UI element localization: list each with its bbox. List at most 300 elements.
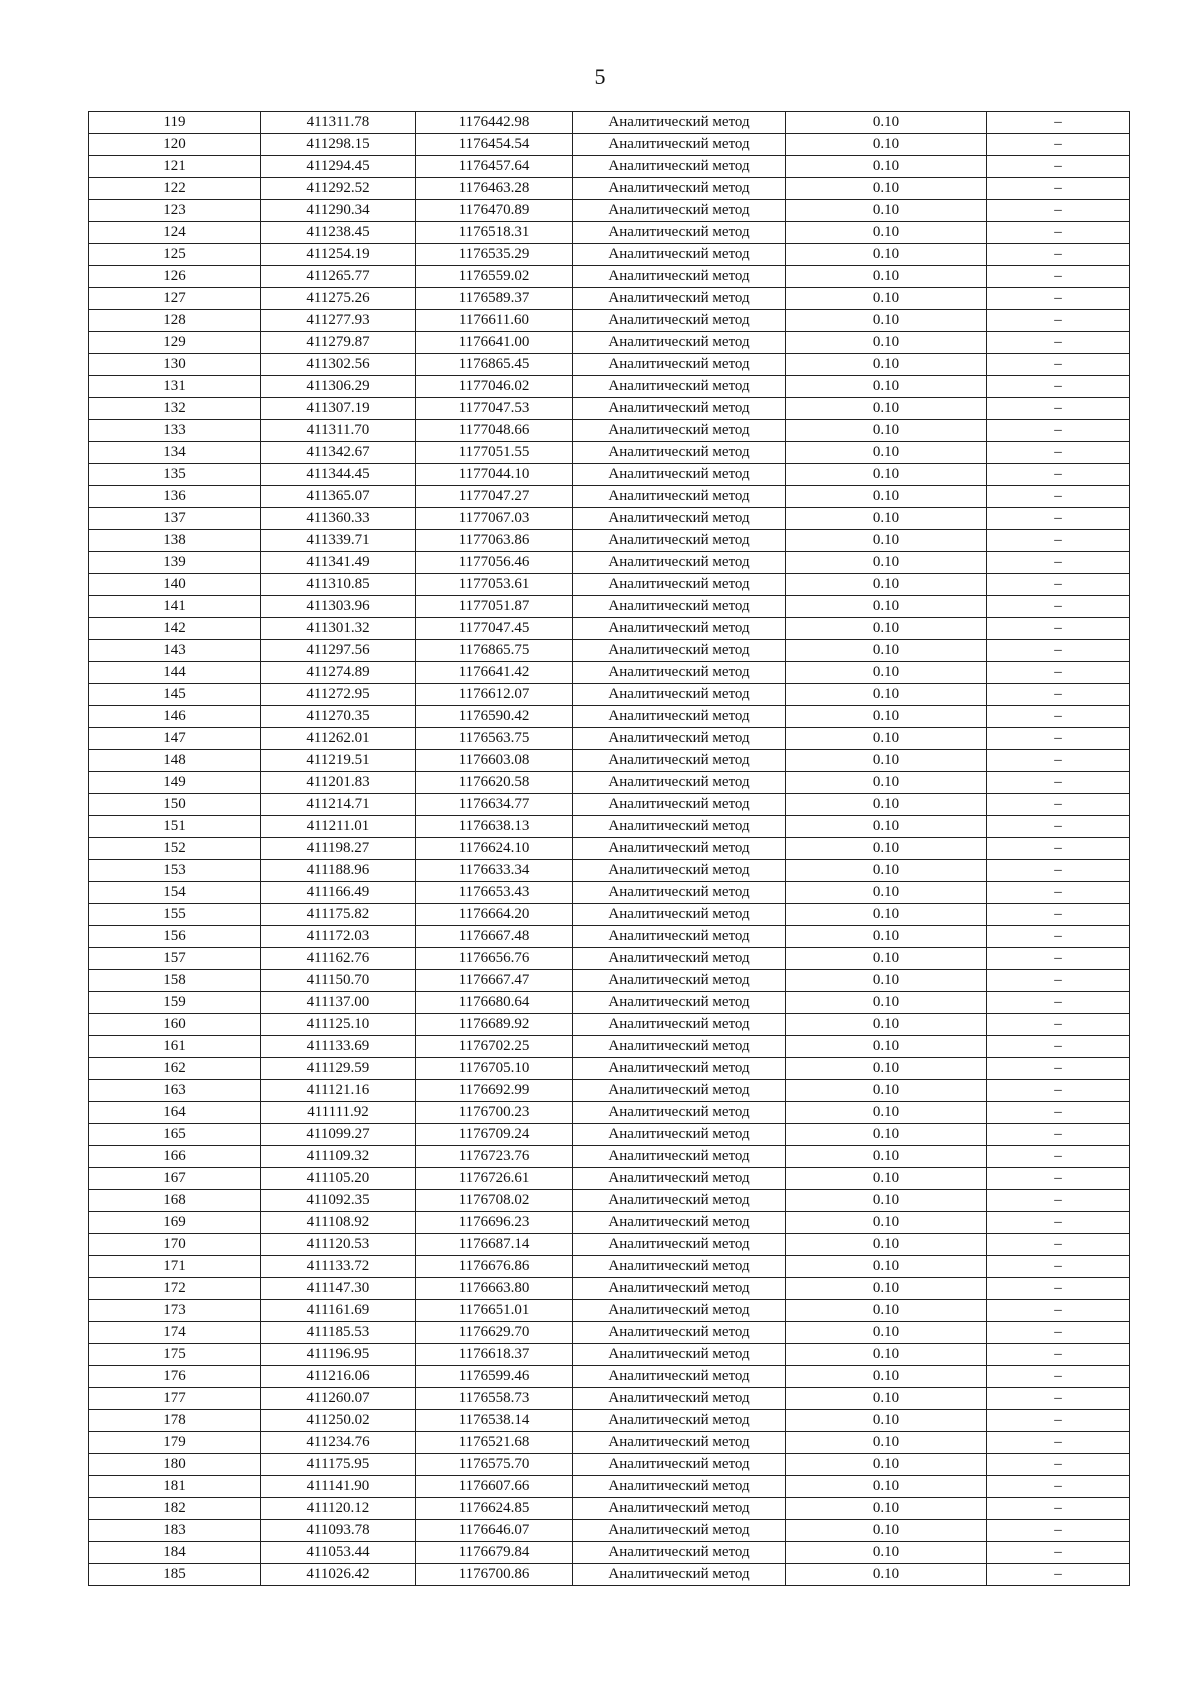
x-coordinate-cell: 411111.92 [261,1102,416,1124]
accuracy-cell: 0.10 [786,486,987,508]
x-coordinate-cell: 411108.92 [261,1212,416,1234]
method-cell: Аналитический метод [573,222,786,244]
x-coordinate-cell: 411262.01 [261,728,416,750]
method-cell: Аналитический метод [573,882,786,904]
x-coordinate-cell: 411099.27 [261,1124,416,1146]
method-cell: Аналитический метод [573,1432,786,1454]
y-coordinate-cell: 1176663.80 [416,1278,573,1300]
page-number: 5 [594,64,606,89]
table-row [89,486,1130,508]
point-number-cell: 163 [89,1080,261,1102]
point-number-cell: 167 [89,1168,261,1190]
accuracy-cell: 0.10 [786,640,987,662]
point-number-cell: 165 [89,1124,261,1146]
description-cell: – [987,882,1130,904]
method-cell: Аналитический метод [573,200,786,222]
description-cell: – [987,794,1130,816]
x-coordinate-cell: 411133.69 [261,1036,416,1058]
point-number-cell: 145 [89,684,261,706]
x-coordinate-cell: 411303.96 [261,596,416,618]
table-row [89,904,1130,926]
description-cell: – [987,332,1130,354]
method-cell: Аналитический метод [573,618,786,640]
table-row [89,1256,1130,1278]
x-coordinate-cell: 411120.53 [261,1234,416,1256]
x-coordinate-cell: 411254.19 [261,244,416,266]
table-row [89,926,1130,948]
accuracy-cell: 0.10 [786,1168,987,1190]
table-row [89,200,1130,222]
x-coordinate-cell: 411175.82 [261,904,416,926]
table-row [89,992,1130,1014]
accuracy-cell: 0.10 [786,530,987,552]
point-number-cell: 175 [89,1344,261,1366]
y-coordinate-cell: 1176687.14 [416,1234,573,1256]
accuracy-cell: 0.10 [786,1476,987,1498]
accuracy-cell: 0.10 [786,1036,987,1058]
x-coordinate-cell: 411311.70 [261,420,416,442]
method-cell: Аналитический метод [573,552,786,574]
description-cell: – [987,1432,1130,1454]
description-cell: – [987,948,1130,970]
accuracy-cell: 0.10 [786,1542,987,1564]
accuracy-cell: 0.10 [786,948,987,970]
accuracy-cell: 0.10 [786,794,987,816]
point-number-cell: 182 [89,1498,261,1520]
point-number-cell: 177 [89,1388,261,1410]
description-cell: – [987,486,1130,508]
point-number-cell: 164 [89,1102,261,1124]
accuracy-cell: 0.10 [786,200,987,222]
y-coordinate-cell: 1176535.29 [416,244,573,266]
method-cell: Аналитический метод [573,1146,786,1168]
accuracy-cell: 0.10 [786,552,987,574]
description-cell: – [987,1520,1130,1542]
accuracy-cell: 0.10 [786,596,987,618]
description-cell: – [987,376,1130,398]
y-coordinate-cell: 1176611.60 [416,310,573,332]
point-number-cell: 178 [89,1410,261,1432]
accuracy-cell: 0.10 [786,332,987,354]
description-cell: – [987,1366,1130,1388]
description-cell: – [987,596,1130,618]
method-cell: Аналитический метод [573,1102,786,1124]
method-cell: Аналитический метод [573,1058,786,1080]
point-number-cell: 136 [89,486,261,508]
y-coordinate-cell: 1176563.75 [416,728,573,750]
y-coordinate-cell: 1176633.34 [416,860,573,882]
accuracy-cell: 0.10 [786,1300,987,1322]
accuracy-cell: 0.10 [786,1388,987,1410]
y-coordinate-cell: 1176680.64 [416,992,573,1014]
y-coordinate-cell: 1176470.89 [416,200,573,222]
x-coordinate-cell: 411275.26 [261,288,416,310]
y-coordinate-cell: 1177063.86 [416,530,573,552]
table-row [89,1146,1130,1168]
x-coordinate-cell: 411141.90 [261,1476,416,1498]
table-row [89,574,1130,596]
method-cell: Аналитический метод [573,1322,786,1344]
accuracy-cell: 0.10 [786,1520,987,1542]
method-cell: Аналитический метод [573,1014,786,1036]
y-coordinate-cell: 1177046.02 [416,376,573,398]
method-cell: Аналитический метод [573,970,786,992]
point-number-cell: 131 [89,376,261,398]
table-row [89,1432,1130,1454]
x-coordinate-cell: 411214.71 [261,794,416,816]
table-row [89,1344,1130,1366]
x-coordinate-cell: 411270.35 [261,706,416,728]
accuracy-cell: 0.10 [786,970,987,992]
description-cell: – [987,266,1130,288]
x-coordinate-cell: 411265.77 [261,266,416,288]
description-cell: – [987,728,1130,750]
point-number-cell: 120 [89,134,261,156]
method-cell: Аналитический метод [573,1036,786,1058]
method-cell: Аналитический метод [573,354,786,376]
method-cell: Аналитический метод [573,926,786,948]
x-coordinate-cell: 411196.95 [261,1344,416,1366]
table-row [89,376,1130,398]
point-number-cell: 139 [89,552,261,574]
method-cell: Аналитический метод [573,1124,786,1146]
method-cell: Аналитический метод [573,508,786,530]
method-cell: Аналитический метод [573,684,786,706]
description-cell: – [987,750,1130,772]
accuracy-cell: 0.10 [786,1278,987,1300]
x-coordinate-cell: 411129.59 [261,1058,416,1080]
accuracy-cell: 0.10 [786,1080,987,1102]
method-cell: Аналитический метод [573,112,786,134]
point-number-cell: 158 [89,970,261,992]
y-coordinate-cell: 1177048.66 [416,420,573,442]
y-coordinate-cell: 1176651.01 [416,1300,573,1322]
point-number-cell: 128 [89,310,261,332]
y-coordinate-cell: 1176624.10 [416,838,573,860]
table-row [89,464,1130,486]
y-coordinate-cell: 1176629.70 [416,1322,573,1344]
accuracy-cell: 0.10 [786,1498,987,1520]
accuracy-cell: 0.10 [786,1454,987,1476]
description-cell: – [987,970,1130,992]
point-number-cell: 129 [89,332,261,354]
table-row [89,1058,1130,1080]
x-coordinate-cell: 411216.06 [261,1366,416,1388]
point-number-cell: 132 [89,398,261,420]
point-number-cell: 142 [89,618,261,640]
point-number-cell: 134 [89,442,261,464]
accuracy-cell: 0.10 [786,1366,987,1388]
method-cell: Аналитический метод [573,1234,786,1256]
x-coordinate-cell: 411292.52 [261,178,416,200]
table-row [89,1388,1130,1410]
table-row [89,772,1130,794]
method-cell: Аналитический метод [573,1454,786,1476]
description-cell: – [987,134,1130,156]
description-cell: – [987,1322,1130,1344]
point-number-cell: 122 [89,178,261,200]
point-number-cell: 152 [89,838,261,860]
accuracy-cell: 0.10 [786,112,987,134]
x-coordinate-cell: 411310.85 [261,574,416,596]
table-row [89,310,1130,332]
x-coordinate-cell: 411121.16 [261,1080,416,1102]
method-cell: Аналитический метод [573,288,786,310]
table-row [89,970,1130,992]
point-number-cell: 151 [89,816,261,838]
description-cell: – [987,244,1130,266]
table-row [89,1278,1130,1300]
accuracy-cell: 0.10 [786,222,987,244]
table-row [89,1300,1130,1322]
x-coordinate-cell: 411125.10 [261,1014,416,1036]
accuracy-cell: 0.10 [786,288,987,310]
y-coordinate-cell: 1177044.10 [416,464,573,486]
x-coordinate-cell: 411150.70 [261,970,416,992]
table-row [89,860,1130,882]
description-cell: – [987,310,1130,332]
accuracy-cell: 0.10 [786,838,987,860]
point-number-cell: 121 [89,156,261,178]
method-cell: Аналитический метод [573,948,786,970]
point-number-cell: 170 [89,1234,261,1256]
description-cell: – [987,574,1130,596]
accuracy-cell: 0.10 [786,684,987,706]
point-number-cell: 171 [89,1256,261,1278]
accuracy-cell: 0.10 [786,574,987,596]
accuracy-cell: 0.10 [786,926,987,948]
accuracy-cell: 0.10 [786,134,987,156]
table-row [89,156,1130,178]
point-number-cell: 183 [89,1520,261,1542]
y-coordinate-cell: 1177053.61 [416,574,573,596]
table-row [89,442,1130,464]
table-row [89,134,1130,156]
point-number-cell: 150 [89,794,261,816]
y-coordinate-cell: 1176518.31 [416,222,573,244]
y-coordinate-cell: 1176726.61 [416,1168,573,1190]
point-number-cell: 168 [89,1190,261,1212]
description-cell: – [987,1498,1130,1520]
description-cell: – [987,508,1130,530]
description-cell: – [987,1300,1130,1322]
point-number-cell: 159 [89,992,261,1014]
table-row [89,1102,1130,1124]
y-coordinate-cell: 1176463.28 [416,178,573,200]
accuracy-cell: 0.10 [786,354,987,376]
accuracy-cell: 0.10 [786,1410,987,1432]
x-coordinate-cell: 411339.71 [261,530,416,552]
description-cell: – [987,706,1130,728]
table-row [89,178,1130,200]
method-cell: Аналитический метод [573,134,786,156]
method-cell: Аналитический метод [573,1564,786,1586]
method-cell: Аналитический метод [573,904,786,926]
table-row [89,684,1130,706]
description-cell: – [987,816,1130,838]
description-cell: – [987,992,1130,1014]
y-coordinate-cell: 1176692.99 [416,1080,573,1102]
x-coordinate-cell: 411166.49 [261,882,416,904]
x-coordinate-cell: 411344.45 [261,464,416,486]
description-cell: – [987,552,1130,574]
y-coordinate-cell: 1176676.86 [416,1256,573,1278]
description-cell: – [987,112,1130,134]
x-coordinate-cell: 411297.56 [261,640,416,662]
x-coordinate-cell: 411147.30 [261,1278,416,1300]
table-row [89,1410,1130,1432]
description-cell: – [987,464,1130,486]
table-row [89,354,1130,376]
y-coordinate-cell: 1176634.77 [416,794,573,816]
method-cell: Аналитический метод [573,1498,786,1520]
y-coordinate-cell: 1176599.46 [416,1366,573,1388]
method-cell: Аналитический метод [573,596,786,618]
point-number-cell: 126 [89,266,261,288]
method-cell: Аналитический метод [573,838,786,860]
method-cell: Аналитический метод [573,420,786,442]
description-cell: – [987,1212,1130,1234]
method-cell: Аналитический метод [573,1410,786,1432]
coordinates-table-body [89,112,1130,1586]
table-row [89,1234,1130,1256]
y-coordinate-cell: 1176590.42 [416,706,573,728]
accuracy-cell: 0.10 [786,618,987,640]
method-cell: Аналитический метод [573,376,786,398]
method-cell: Аналитический метод [573,1542,786,1564]
coordinates-table [88,111,1130,1586]
point-number-cell: 161 [89,1036,261,1058]
method-cell: Аналитический метод [573,1080,786,1102]
accuracy-cell: 0.10 [786,1212,987,1234]
point-number-cell: 180 [89,1454,261,1476]
description-cell: – [987,1058,1130,1080]
method-cell: Аналитический метод [573,816,786,838]
point-number-cell: 140 [89,574,261,596]
description-cell: – [987,1564,1130,1586]
description-cell: – [987,1388,1130,1410]
method-cell: Аналитический метод [573,178,786,200]
x-coordinate-cell: 411342.67 [261,442,416,464]
y-coordinate-cell: 1176702.25 [416,1036,573,1058]
method-cell: Аналитический метод [573,992,786,1014]
y-coordinate-cell: 1177067.03 [416,508,573,530]
table-row [89,838,1130,860]
table-row [89,816,1130,838]
table-row [89,552,1130,574]
method-cell: Аналитический метод [573,772,786,794]
description-cell: – [987,1102,1130,1124]
accuracy-cell: 0.10 [786,1146,987,1168]
x-coordinate-cell: 411185.53 [261,1322,416,1344]
table-row [89,1190,1130,1212]
x-coordinate-cell: 411162.76 [261,948,416,970]
y-coordinate-cell: 1176865.75 [416,640,573,662]
accuracy-cell: 0.10 [786,178,987,200]
x-coordinate-cell: 411365.07 [261,486,416,508]
y-coordinate-cell: 1176538.14 [416,1410,573,1432]
point-number-cell: 135 [89,464,261,486]
accuracy-cell: 0.10 [786,662,987,684]
accuracy-cell: 0.10 [786,376,987,398]
x-coordinate-cell: 411133.72 [261,1256,416,1278]
y-coordinate-cell: 1176653.43 [416,882,573,904]
description-cell: – [987,1124,1130,1146]
table-row [89,332,1130,354]
point-number-cell: 181 [89,1476,261,1498]
point-number-cell: 146 [89,706,261,728]
accuracy-cell: 0.10 [786,310,987,332]
accuracy-cell: 0.10 [786,1432,987,1454]
table-row [89,1080,1130,1102]
y-coordinate-cell: 1176624.85 [416,1498,573,1520]
y-coordinate-cell: 1176700.86 [416,1564,573,1586]
description-cell: – [987,926,1130,948]
y-coordinate-cell: 1177056.46 [416,552,573,574]
accuracy-cell: 0.10 [786,1058,987,1080]
point-number-cell: 185 [89,1564,261,1586]
description-cell: – [987,860,1130,882]
table-row [89,1168,1130,1190]
description-cell: – [987,1234,1130,1256]
accuracy-cell: 0.10 [786,904,987,926]
point-number-cell: 155 [89,904,261,926]
y-coordinate-cell: 1177047.53 [416,398,573,420]
x-coordinate-cell: 411161.69 [261,1300,416,1322]
y-coordinate-cell: 1176620.58 [416,772,573,794]
method-cell: Аналитический метод [573,1190,786,1212]
method-cell: Аналитический метод [573,794,786,816]
y-coordinate-cell: 1177051.55 [416,442,573,464]
description-cell: – [987,618,1130,640]
table-row [89,1366,1130,1388]
y-coordinate-cell: 1176559.02 [416,266,573,288]
table-row [89,508,1130,530]
description-cell: – [987,1454,1130,1476]
description-cell: – [987,354,1130,376]
point-number-cell: 173 [89,1300,261,1322]
method-cell: Аналитический метод [573,244,786,266]
table-row [89,948,1130,970]
point-number-cell: 162 [89,1058,261,1080]
point-number-cell: 138 [89,530,261,552]
description-cell: – [987,398,1130,420]
table-row [89,1476,1130,1498]
table-row [89,420,1130,442]
accuracy-cell: 0.10 [786,244,987,266]
y-coordinate-cell: 1176638.13 [416,816,573,838]
y-coordinate-cell: 1176589.37 [416,288,573,310]
point-number-cell: 130 [89,354,261,376]
point-number-cell: 169 [89,1212,261,1234]
accuracy-cell: 0.10 [786,728,987,750]
table-row [89,1454,1130,1476]
accuracy-cell: 0.10 [786,420,987,442]
x-coordinate-cell: 411306.29 [261,376,416,398]
point-number-cell: 154 [89,882,261,904]
x-coordinate-cell: 411198.27 [261,838,416,860]
point-number-cell: 148 [89,750,261,772]
x-coordinate-cell: 411093.78 [261,1520,416,1542]
table-row [89,112,1130,134]
description-cell: – [987,222,1130,244]
method-cell: Аналитический метод [573,486,786,508]
accuracy-cell: 0.10 [786,156,987,178]
y-coordinate-cell: 1176689.92 [416,1014,573,1036]
description-cell: – [987,442,1130,464]
table-row [89,1564,1130,1586]
y-coordinate-cell: 1176457.64 [416,156,573,178]
